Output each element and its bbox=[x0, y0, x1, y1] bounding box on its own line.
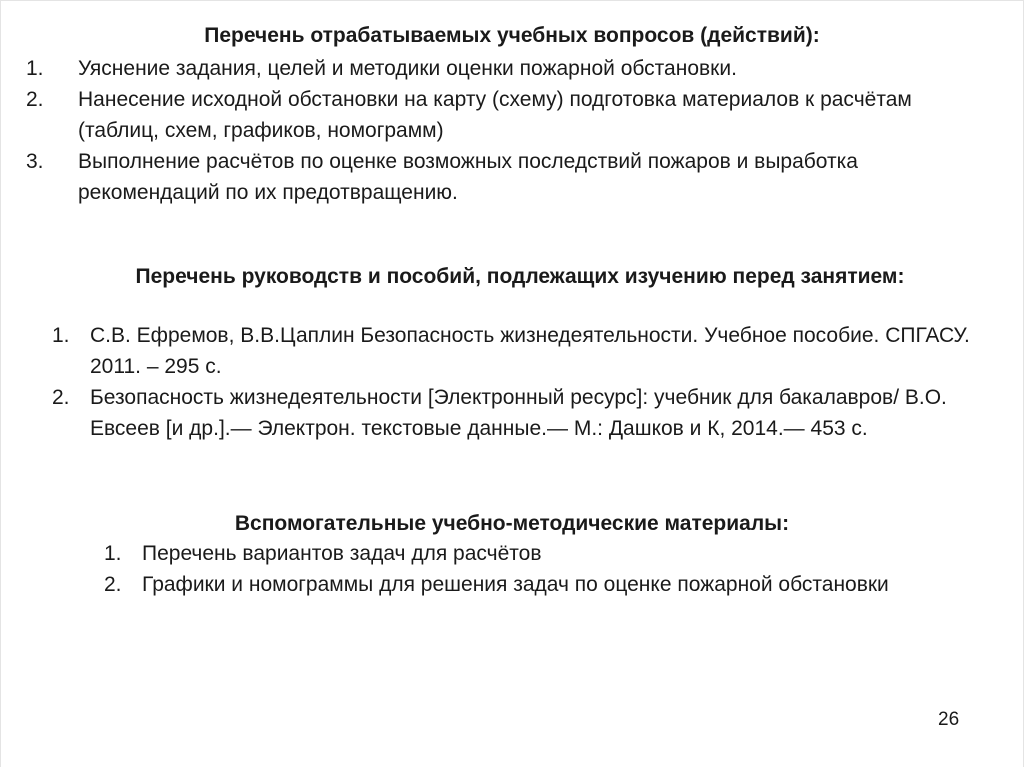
list-item-text: Уяснение задания, целей и методики оценки пожарной обстановки. bbox=[78, 57, 737, 80]
list-item bbox=[52, 382, 972, 444]
list-item bbox=[26, 84, 996, 146]
page-number: 26 bbox=[938, 709, 960, 730]
list-item bbox=[104, 538, 984, 569]
list-item-text: Нанесение исходной обстановки на карту (схему) подготовка материалов к расчётам (таблиц, схем, графиков, номограмм) bbox=[78, 88, 912, 142]
guides-list bbox=[52, 320, 972, 444]
list-item-number: 2. bbox=[52, 386, 70, 409]
list-item-number: 1. bbox=[26, 57, 44, 80]
questions-heading: Перечень отрабатываемых учебных вопросов (действий): bbox=[204, 24, 820, 47]
list-item bbox=[26, 146, 996, 208]
materials-heading: Вспомогательные учебно-методические материалы: bbox=[234, 512, 790, 535]
guides-heading: Перечень руководств и пособий, подлежащих изучению перед занятием: bbox=[135, 265, 905, 288]
list-item-number: 1. bbox=[104, 542, 122, 565]
list-item bbox=[26, 53, 996, 84]
list-item bbox=[104, 569, 984, 600]
list-item bbox=[52, 320, 972, 382]
materials-list bbox=[104, 538, 984, 600]
list-item-number: 2. bbox=[104, 573, 122, 596]
list-item-number: 3. bbox=[26, 150, 44, 173]
list-item-text: С.В. Ефремов, В.В.Цаплин Безопасность жизнедеятельности. Учебное пособие. СПГАСУ. 2011. – 295 с. bbox=[90, 324, 970, 378]
questions-list bbox=[26, 53, 996, 208]
list-item-text: Перечень вариантов задач для расчётов bbox=[142, 542, 542, 565]
list-item-text: Графики и номограммы для решения задач по оценке пожарной обстановки bbox=[142, 573, 889, 596]
list-item-number: 1. bbox=[52, 324, 70, 347]
list-item-text: Безопасность жизнедеятельности [Электронный ресурс]: учебник для бакалавров/ В.О. Евсеев [и др.].— Электрон. текстовые данные.— М.: Дашков и К, 2014.— 453 с. bbox=[90, 386, 947, 440]
list-item-text: Выполнение расчётов по оценке возможных последствий пожаров и выработка рекомендаций по их предотвращению. bbox=[78, 150, 858, 204]
list-item-number: 2. bbox=[26, 88, 44, 111]
